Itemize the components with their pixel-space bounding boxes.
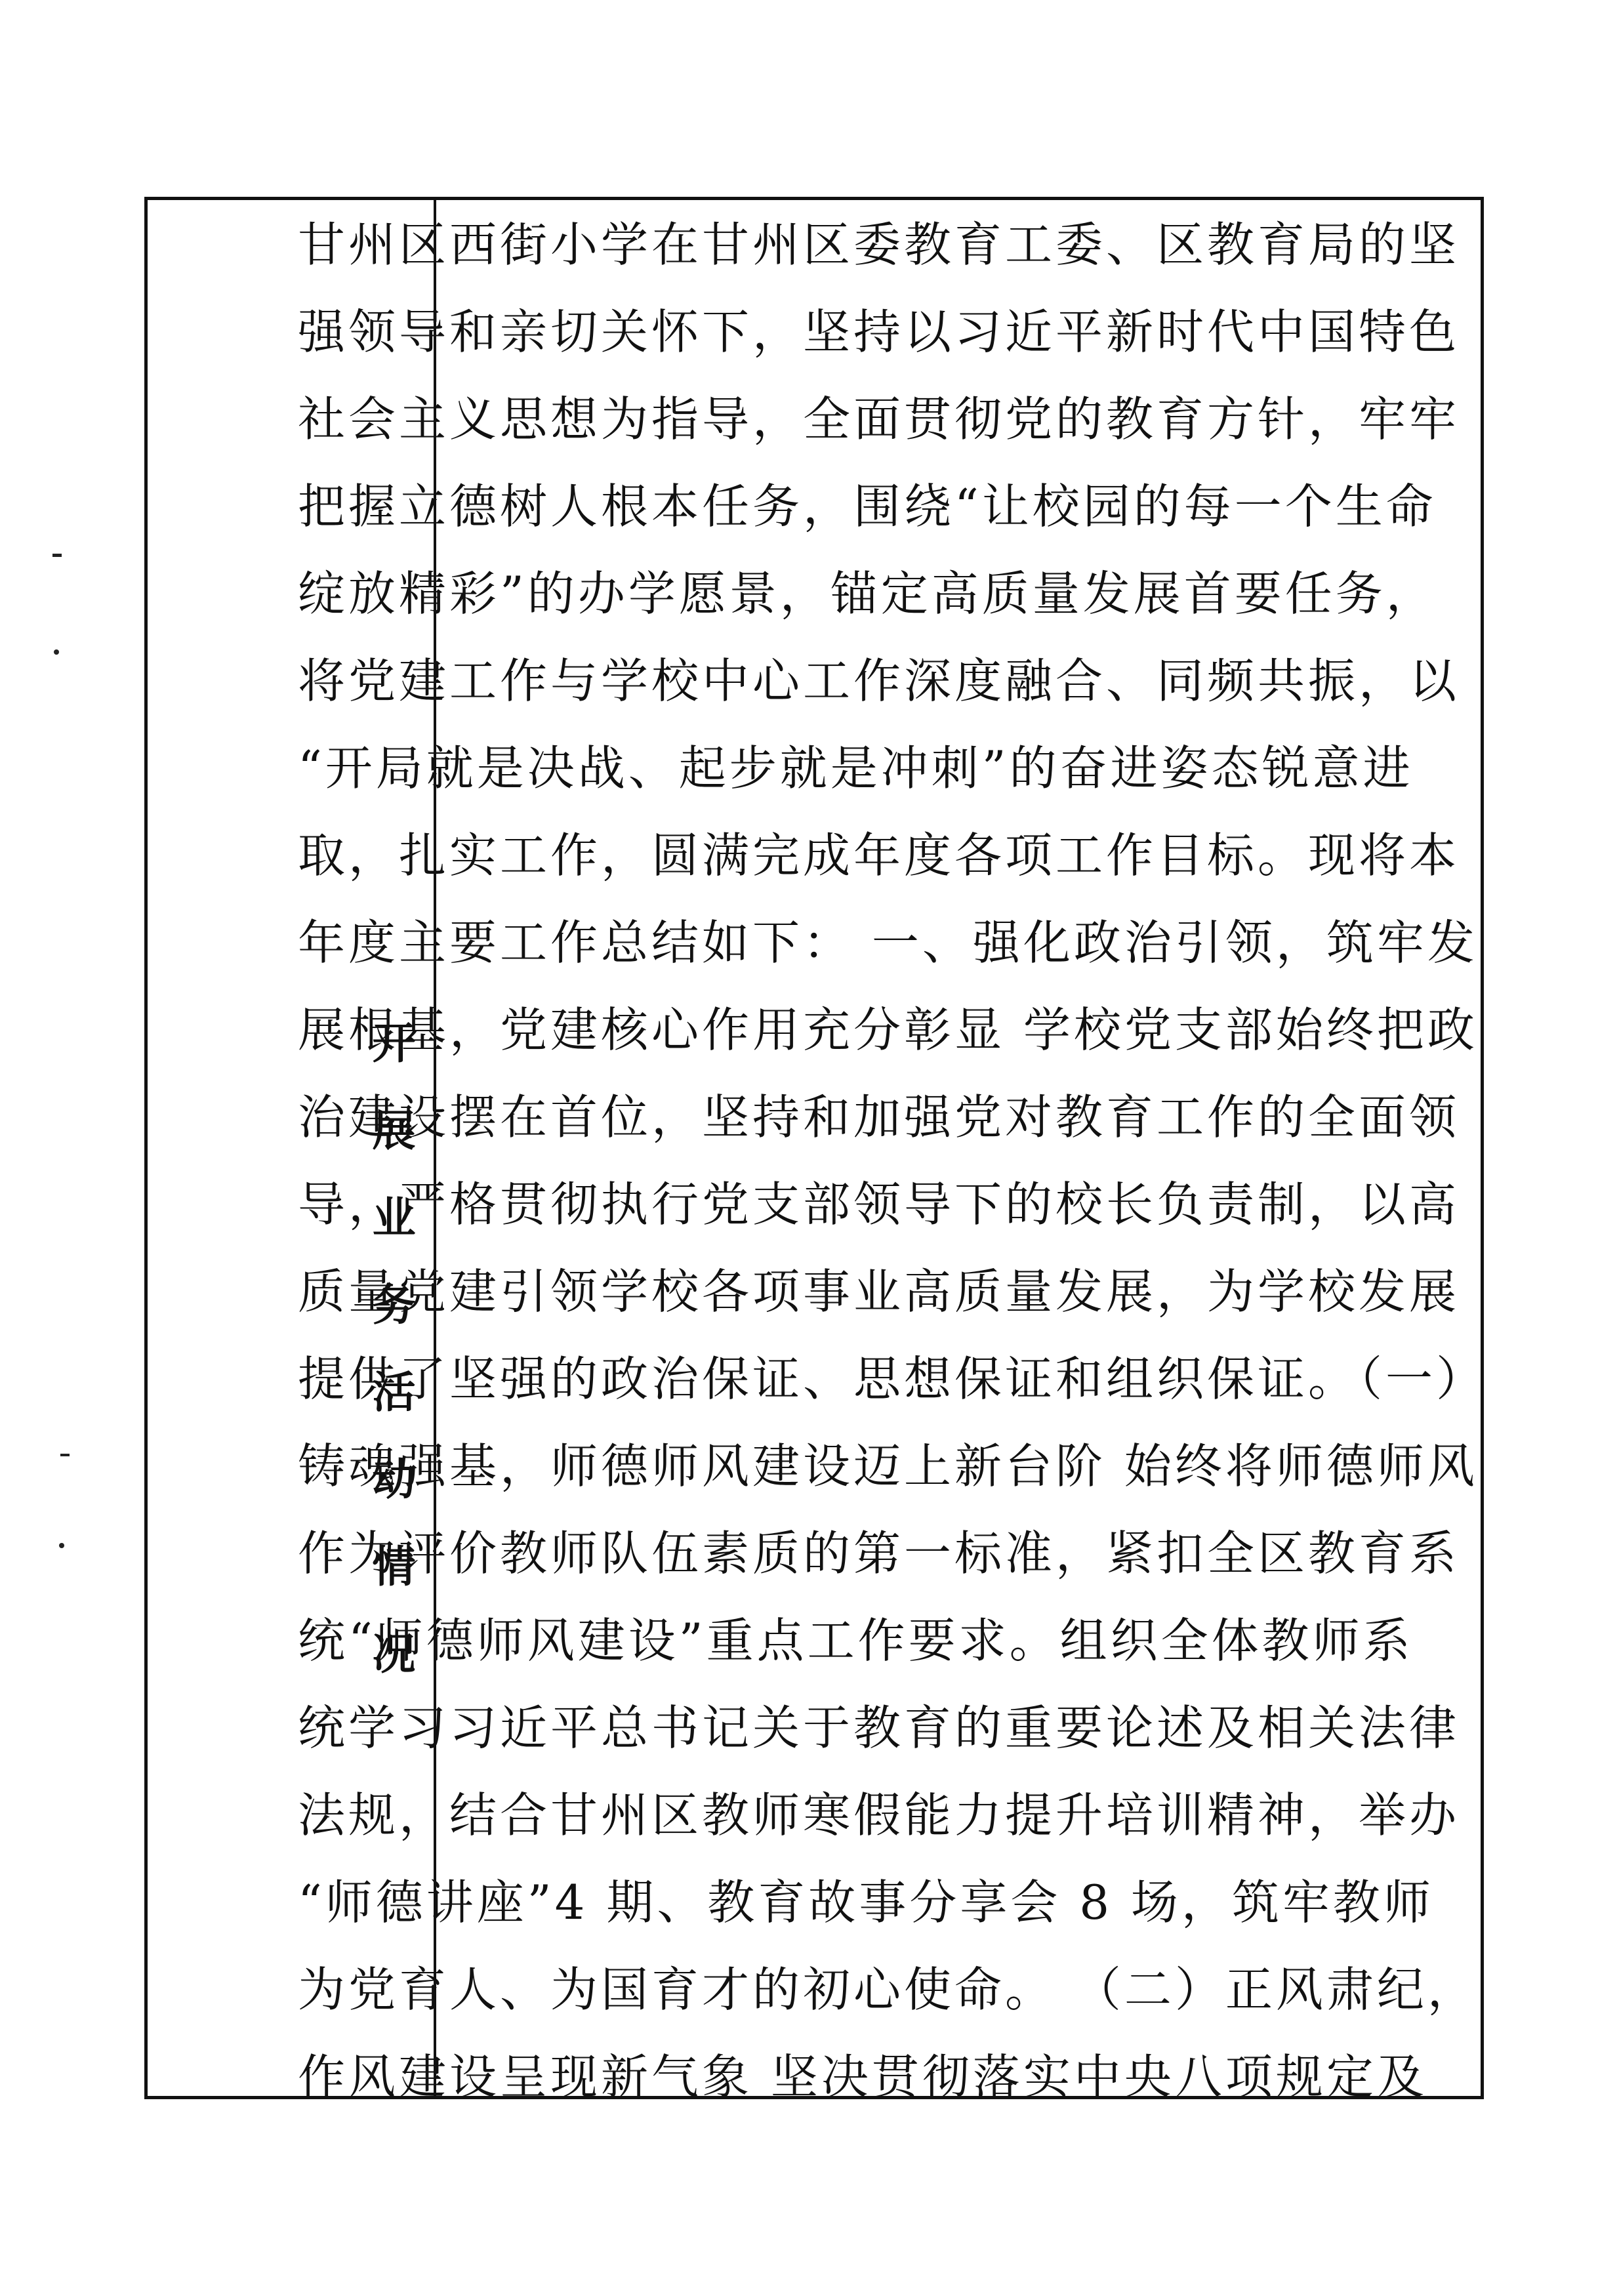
binding-mark bbox=[59, 1543, 64, 1548]
content-line: “师德讲座”4 期、教育故事分享会 8 场，筑牢教师 bbox=[298, 1875, 1434, 1930]
content-line: 铸魂强基，师德师风建设迈上新台阶 始终将师德师风 bbox=[298, 1439, 1478, 1494]
content-line: 绽放精彩”的办学愿景，锚定高质量发展首要任务， bbox=[298, 566, 1437, 621]
content-line: 强领导和亲切关怀下，坚持以习近平新时代中国特色 bbox=[298, 304, 1460, 359]
binding-mark bbox=[60, 1454, 70, 1456]
content-line: 质量党建引领学校各项事业高质量发展，为学校发展 bbox=[298, 1264, 1460, 1319]
binding-mark bbox=[52, 554, 62, 557]
content-line: “开局就是决战、起步就是冲刺”的奋进姿态锐意进 bbox=[298, 741, 1414, 796]
content-line: 提供了坚强的政治保证、思想保证和组织保证。（一） bbox=[298, 1351, 1487, 1406]
content-line: 展根基，党建核心作用充分彰显 学校党支部始终把政 bbox=[298, 1002, 1478, 1057]
content-line: 治建设摆在首位，坚持和加强党对教育工作的全面领 bbox=[298, 1090, 1460, 1145]
content-line: 甘州区西街小学在甘州区委教育工委、区教育局的坚 bbox=[298, 217, 1460, 272]
content-line: 法规，结合甘州区教师寒假能力提升培训精神，举办 bbox=[298, 1788, 1460, 1843]
content-line: 作为评价教师队伍素质的第一标准，紧扣全区教育系 bbox=[298, 1526, 1460, 1581]
content-line: 统学习习近平总书记关于教育的重要论述及相关法律 bbox=[298, 1700, 1460, 1755]
section-label: 开展业务活动情况 bbox=[365, 1020, 416, 1718]
content-line: 将党建工作与学校中心工作深度融合、同频共振，以 bbox=[298, 653, 1460, 708]
content-line: 把握立德树人根本任务，围绕“让校园的每一个生命 bbox=[298, 479, 1437, 534]
binding-mark bbox=[54, 649, 59, 655]
content-line: 导，严格贯彻执行党支部领导下的校长负责制，以高 bbox=[298, 1177, 1460, 1232]
content-line: 为党育人、为国育才的初心使命。 （二）正风肃纪， bbox=[298, 1962, 1478, 2017]
content-line: 年度主要工作总结如下： 一、强化政治引领，筑牢发 bbox=[298, 915, 1478, 970]
content-line: 社会主义思想为指导，全面贯彻党的教育方针，牢牢 bbox=[298, 392, 1460, 447]
content-line: 取，扎实工作，圆满完成年度各项工作目标。现将本 bbox=[298, 828, 1460, 883]
content-line: 作风建设呈现新气象 坚决贯彻落实中央八项规定及 bbox=[298, 2049, 1427, 2104]
content-body bbox=[298, 201, 1486, 2121]
content-line: 统“师德师风建设”重点工作要求。组织全体教师系 bbox=[298, 1613, 1414, 1668]
